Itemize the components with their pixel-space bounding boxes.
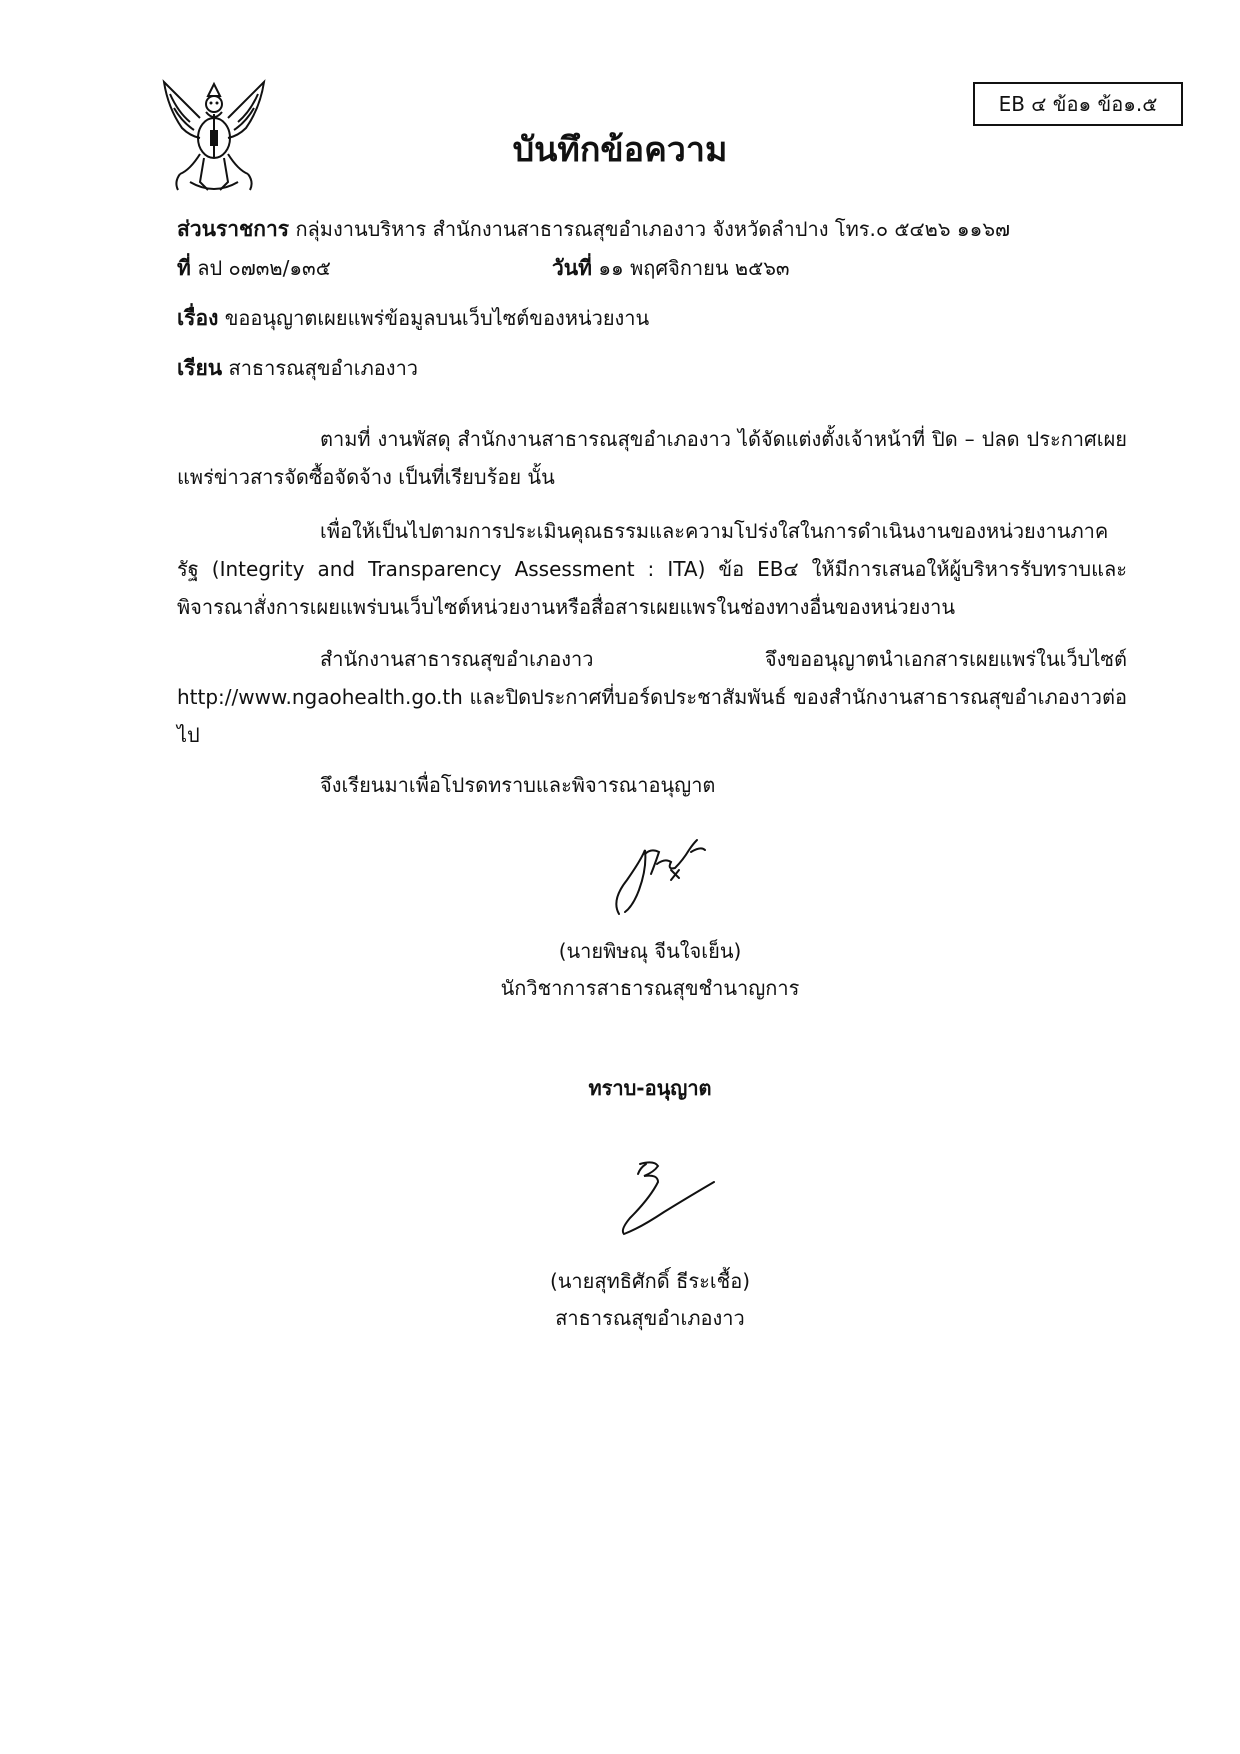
body-paragraph-3 [177, 640, 1127, 754]
date-label: วันที่ [552, 256, 592, 280]
body-paragraph-1 [177, 420, 1127, 496]
agency-row [177, 213, 1010, 246]
to-label: เรียน [177, 356, 223, 380]
signer-1-position: นักวิชาการสาธารณสุขชำนาญการ [500, 976, 800, 1000]
signer-1-name: (นายพิษณุ จีนใจเย็น) [558, 939, 742, 963]
subject-label: เรื่อง [177, 306, 219, 330]
body-paragraph-1-text: ตามที่ งานพัสดุ สำนักงานสาธารณสุขอำเภองาว ได้จัดแต่งตั้งเจ้าหน้าที่ ปิด – ปลด ประกาศเผยแพร่ข่าวสารจัดซื้อจัดจ้าง เป็นที่เรียบร้อย นั้น [177, 427, 1127, 489]
to-value: สาธารณสุขอำเภองาว [228, 356, 419, 380]
number-label: ที่ [177, 256, 191, 280]
body-paragraph-3-text: สำนักงานสาธารณสุขอำเภองาว จึงขออนุญาตนำเอกสารเผยแพร่ในเว็บไซต์ http://www.ngaohealth.go.th และปิดประกาศที่บอร์ดประชาสัมพันธ์ ของสำนักงานสาธารณสุขอำเภองาวต่อไป [177, 647, 1127, 747]
signer-2-position: สาธารณสุขอำเภองาว [555, 1306, 745, 1330]
signer-2-name: (นายสุทธิศักดิ์ ธีระเชื้อ) [549, 1269, 751, 1293]
to-row [177, 352, 418, 385]
signature-2-icon [610, 1158, 720, 1238]
approval-text: ทราบ-อนุญาต [588, 1076, 712, 1100]
body-paragraph-2 [177, 512, 1127, 626]
agency-label: ส่วนราชการ [177, 217, 290, 241]
date-value: ๑๑ พฤศจิกายน ๒๕๖๓ [598, 256, 790, 280]
page-title: บันทึกข้อความ [512, 130, 728, 170]
body-paragraph-4-text: จึงเรียนมาเพื่อโปรดทราบและพิจารณาอนุญาต [320, 773, 716, 797]
body-paragraph-4 [177, 766, 1127, 804]
date-row [552, 252, 790, 285]
signature-1-icon [605, 830, 715, 920]
number-row [177, 252, 331, 285]
subject-row [177, 302, 649, 335]
reference-box: EB ๔ ข้อ๑ ข้อ๑.๕ [973, 82, 1183, 126]
number-value: ลป ๐๗๓๒/๑๓๕ [197, 256, 331, 280]
subject-value: ขออนุญาตเผยแพร่ข้อมูลบนเว็บไซต์ของหน่วยงาน [224, 306, 650, 330]
body-paragraph-2-text: เพื่อให้เป็นไปตามการประเมินคุณธรรมและความโปร่งใสในการดำเนินงานของหน่วยงานภาครัฐ (Integrity and Transparency Assessment : ITA) ข้อ EB๔ ให้มีการเสนอให้ผู้บริหารรับทราบและพิจารณาสั่งการเผยแพร่บนเว็บไซต์หน่วยงานหรือสื่อสารเผยแพรในช่องทางอื่นของหน่วยงาน [177, 519, 1127, 619]
agency-value: กลุ่มงานบริหาร สำนักงานสาธารณสุขอำเภองาว จังหวัดลำปาง โทร.๐ ๕๔๒๖ ๑๑๖๗ [295, 217, 1011, 241]
